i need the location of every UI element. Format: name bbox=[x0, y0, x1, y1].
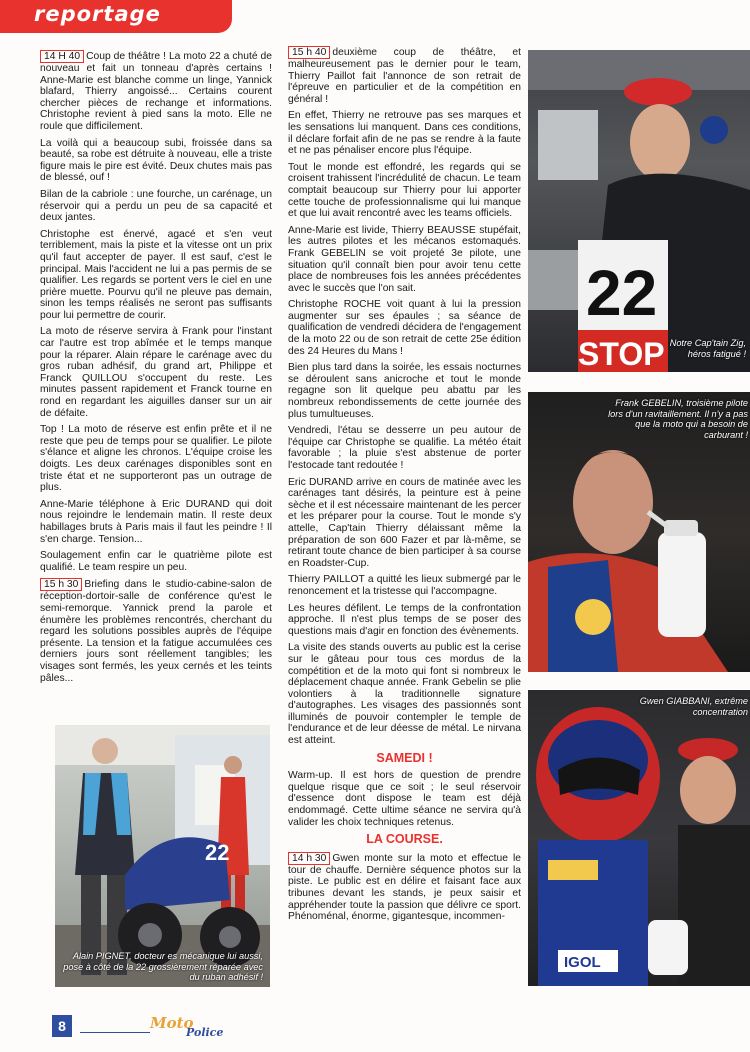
photo-caption: Gwen GIABBANI, extrême concentration bbox=[639, 696, 748, 717]
section-tab bbox=[0, 0, 232, 33]
paragraph: Les heures défilent. Le temps de la confrontation approche. Il n'est plus temps de se poser des questions mais d'agir en fonction des évènements. bbox=[288, 602, 521, 637]
paragraph: Top ! La moto de réserve est enfin prête et il ne reste que peu de temps pour se qualifier. Le pilote s'élance et aligne les chronos. L'équipe croise les doigts. Les deux carénages disponibles sont en triste état et ne supporteront pas un outrage de plus. bbox=[40, 424, 272, 494]
bike-number: 22 bbox=[205, 840, 230, 865]
paragraph: Anne-Marie est livide, Thierry BEAUSSE stupéfait, les autres pilotes et les mécanos estomaqués. Frank GEBELIN se voit projeté 3e pilote, une situation qu'il connaît bien pour avoir tenu cette place de nombreuses fois les années précédentes avec le succès que l'on sait. bbox=[288, 224, 521, 294]
paragraph: Soulagement enfin car le quatrième pilote est qualifié. Le team respire un peu. bbox=[40, 550, 272, 573]
paragraph: 15 h 40 deuxième coup de théâtre, et malheureusement pas le dernier pour le team, Thierry Paillot fait l'annonce de son retrait de l'épreuve en particulier et de la compétition en général ! bbox=[288, 47, 521, 105]
section-heading-samedi: SAMEDI ! bbox=[376, 750, 433, 765]
footer-rule bbox=[80, 1032, 150, 1033]
plate-number: 22 bbox=[586, 257, 658, 329]
time-stamp: 14 h 30 bbox=[288, 852, 330, 865]
time-stamp: 15 h 30 bbox=[40, 578, 82, 591]
time-stamp: 15 h 40 bbox=[288, 46, 330, 59]
paragraph: Bilan de la cabriole : une fourche, un carénage, un réservoir qui a perdu un peu de sa capacité et deux jantes. bbox=[40, 188, 272, 224]
paragraph: La moto de réserve servira à Frank pour l'instant car l'autre est trop abîmée et le temps manque pour la réparer. Alain répare le carénage avec du gros ruban adhésif, du grand art, Philippe et Franck QUILLOU s'occupent du reste. Les minutes passent rapidement et Franck tourne en rond en regardant les aiguilles danser sur un air de défaite. bbox=[40, 326, 272, 419]
captain-scene-image bbox=[528, 50, 750, 372]
paragraph: Tout le monde est effondré, les regards qui se croisent trahissent l'incrédulité de chacun. Le team comptait beaucoup sur Thierry pour lui apporter cette touche de professionnalisme qui lui manque et que lui avait rencontré avec les teams officiels. bbox=[288, 161, 521, 220]
paragraph: Eric DURAND arrive en cours de matinée avec les carénages tant désirés, la peinture est à peine sèche et il est nécessaire maintenant de les percer et les préparer pour la course. Tout le monde s'y attelle, Cap'tain Thierry délaissant même la préparation de son 600 Fazer et par là-même, se retirant toute chance de bien participer à sa course en Roadster-Cup. bbox=[288, 476, 521, 569]
paragraph: 14 h 30 Gwen monte sur la moto et effectue le tour de chauffe. Dernière séquence photos sur la piste. Le public est en délire et faisant face aux tribunes devant les stands, je peux saisir et appréhender toute la passion que délivre ce sport. Phénoménal, énorme, gigantesque, incommen- bbox=[288, 852, 521, 923]
paragraph: La visite des stands ouverts au public est la cerise sur le gâteau pour tous ces mordus de la compétition et de la moto qui font si nombreux le déplacement chaque année. Frank Gebelin se plie volontiers à la traditionnelle signature d'autographes. Les visages des passionnés sont illuminés de pouvoir contempler le temple de l'endurance et de leur déesse de métal. Le nirvana est atteint. bbox=[288, 642, 521, 747]
paragraph: Christophe est énervé, agacé et s'en veut terriblement, mais la piste et la vitesse ont un prix qu'il faut accepter de payer. Il est sauf, c'est le principal. Mais l'accident ne lui a pas permis de se qualifier. Les regards se portent vers le ciel en une prière muette. Pourvu qu'il ne pleuve pas demain, sinon les temps réalisés ne seront pas suffisants pour lui permettre de courir. bbox=[40, 228, 272, 321]
article-column-1 bbox=[40, 50, 272, 689]
photo-gwen-giabbani bbox=[528, 690, 750, 986]
photo-caption: Notre Cap'tain Zig, héros fatigué ! bbox=[669, 338, 746, 359]
photo-captain-zig bbox=[528, 50, 750, 372]
time-stamp: 14 H 40 bbox=[40, 50, 84, 63]
photo-caption: Alain PIGNET, docteur es mécanique lui aussi, pose à côté de la 22 grossièrement réparée avec du ruban adhésif ! bbox=[63, 951, 263, 983]
page-number: 8 bbox=[52, 1015, 72, 1037]
paragraph: 14 H 40 Coup de théâtre ! La moto 22 a chuté de nouveau et fait un tonneau d'après certains ! Anne-Marie est blanche comme un linge, Yannick blafard, Thierry angoissé... Certains courent chercher pièces de rechange et informations. Christophe revient à pied sans la moto. Elle ne roule que difficilement. bbox=[40, 51, 272, 132]
rider-helmet-image bbox=[528, 690, 750, 986]
stop-sign: STOP bbox=[578, 336, 665, 372]
paragraph: Warm-up. Il est hors de question de prendre quelque risque que ce soit ; le seul réservoir d'essence dont dispose le team est déjà endommagé. Cette ultime séance ne servira qu'à valider les choix techniques retenus. bbox=[288, 770, 521, 828]
paragraph: Thierry PAILLOT a quitté les lieux submergé par le renoncement et la tristesse qui l'accompagne. bbox=[288, 574, 521, 597]
paragraph: La voilà qui a beaucoup subi, froissée dans sa beauté, sa robe est détruite à nouveau, elle a triste figure mais le pire est évité. Deux chutes mais pas de blessé, ouf ! bbox=[40, 137, 272, 184]
photo-frank-gebelin bbox=[528, 392, 750, 672]
sponsor-logo: IGOL bbox=[564, 954, 601, 971]
mechanic-scene-image bbox=[55, 725, 270, 987]
paragraph: En effet, Thierry ne retrouve pas ses marques et les sensations lui manquent. Dans ces conditions, il déclare forfait afin de ne pas se rendre à la faute et ne pas pénaliser encore plus l'équipe. bbox=[288, 110, 521, 157]
magazine-logo-top: Moto bbox=[150, 1014, 194, 1032]
section-label: reportage bbox=[34, 2, 161, 26]
paragraph: 15 h 30 Briefing dans le studio-cabine-salon de réception-dortoir-salle de conférence qu'est le semi-remorque. Yannick prend la parole et énumère les problèmes rencontrés, cherchant du regard les solutions possibles auprès de l'équipe présente. La tension et la fatigue accumulées ces derniers jours sont réellement tangibles; les visages sont fermés, les yeux cernés et les teints pâles... bbox=[40, 579, 272, 684]
magazine-logo-bottom: Police bbox=[186, 1026, 224, 1039]
paragraph: Vendredi, l'étau se desserre un peu autour de l'équipe car Christophe se qualifie. La météo était favorable ; la pluie s'est abstenue de porter l'estocade tant redoutée ! bbox=[288, 425, 521, 471]
paragraph: Christophe ROCHE voit quant à lui la pression augmenter sur ses épaules ; sa séance de qualification de vendredi décidera de l'engagement de la moto 22 ou de son retrait de cette 25e édition des 24 Heures du Mans ! bbox=[288, 299, 521, 357]
paragraph: Bien plus tard dans la soirée, les essais nocturnes se déroulent sans anicroche et tout le monde regagne son lit quelque peu abattu par les nombreux rebondissements de cette journée des plus tumultueuses. bbox=[288, 362, 521, 420]
section-heading-course: LA COURSE. bbox=[366, 832, 443, 847]
article-column-2 bbox=[288, 46, 521, 928]
photo-caption: Frank GEBELIN, troisième pilote lors d'un ravitaillement. Il n'y a pas que la moto qui a besoin de carburant ! bbox=[608, 398, 748, 440]
paragraph: Anne-Marie téléphone à Eric DURAND qui doit nous rejoindre le lendemain matin. Il reste deux habillages bruts à Paris mais il faut les peindre ! Il s'en charge. Tension... bbox=[40, 498, 272, 545]
photo-mechanic-bike bbox=[55, 725, 270, 987]
